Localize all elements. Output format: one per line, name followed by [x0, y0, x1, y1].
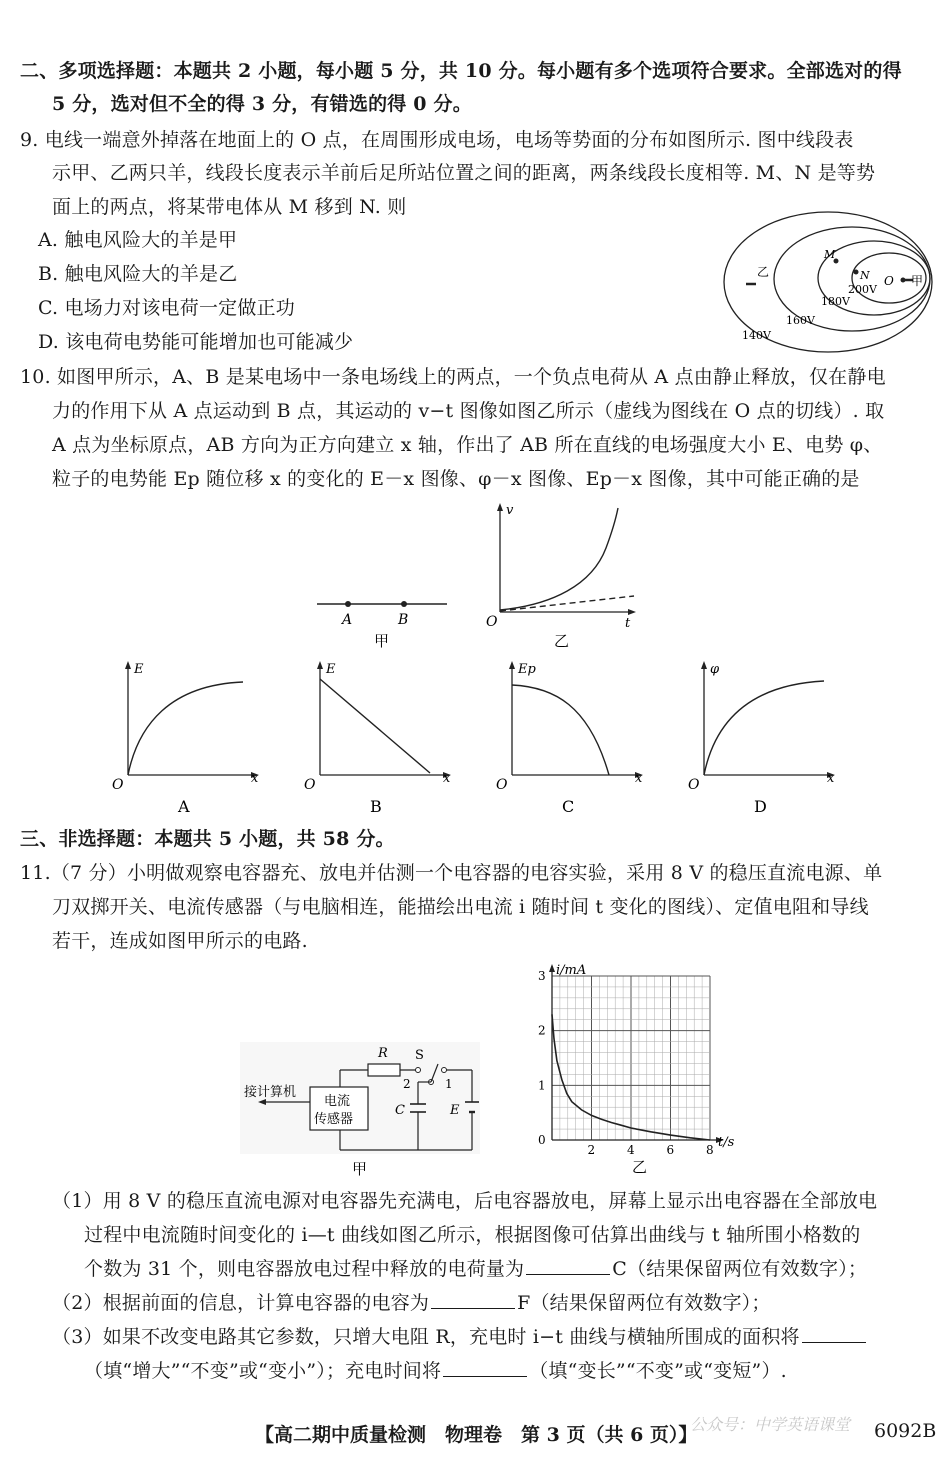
label-n: N	[860, 269, 870, 282]
q11-it-chart	[524, 964, 764, 1179]
caption-b: B	[370, 797, 382, 816]
q11-sub2	[52, 1288, 771, 1318]
computer-label: 接计算机	[244, 1085, 297, 1100]
answer-blank-charge[interactable]	[526, 1254, 610, 1275]
vt-curve	[500, 508, 618, 610]
y-tick-label: 1	[538, 1078, 546, 1093]
curve-c	[512, 685, 609, 775]
curve-a	[128, 682, 243, 775]
caption-jia: 甲	[374, 632, 390, 650]
q11-sub1-line1: （1）用 8 V 的稳压直流电源对电容器先充满电，后电容器放电，屏幕上显示出电容器在全部放电	[52, 1190, 878, 1212]
q9-line1: 9. 电线一端意外掉落在地面上的 O 点，在周围形成电场，电场等势面的分布如图所示. 图中线段表	[20, 129, 854, 151]
q10-line2: 力的作用下从 A 点运动到 B 点，其运动的 v−t 图像如图乙所示（虚线为图线在 O 点的切线）. 取	[52, 400, 885, 422]
q9-option-a: A. 触电风险大的羊是甲	[38, 229, 238, 251]
label-r: R	[378, 1046, 388, 1061]
q11-sub2-suffix: F（结果保留两位有效数字）；	[517, 1292, 771, 1314]
q10-line4: 粒子的电势能 Ep 随位移 x 的变化的 E－x 图像、φ－x 图像、Ep－x 图像，其中可能正确的是	[52, 468, 860, 490]
point-n	[854, 270, 859, 275]
resistor-r	[368, 1064, 400, 1076]
x-tick-label: 6	[666, 1143, 675, 1157]
origin-b: O	[304, 777, 316, 793]
chart-ylabel: i/mA	[556, 964, 587, 978]
graph-option-d	[686, 655, 846, 820]
chart-caption-yi: 乙	[632, 1158, 648, 1176]
q11-sub1-line2: 过程中电流随时间变化的 i—t 曲线如图乙所示，根据图像可估算出曲线与 t 轴所围小格数的	[84, 1224, 861, 1246]
q9-equipotential-figure	[722, 208, 937, 358]
origin-d: O	[688, 777, 700, 793]
label-160v: 160V	[786, 314, 815, 327]
label-s: S	[415, 1048, 424, 1063]
xlabel-a: x	[251, 771, 259, 786]
x-tick-label: 8	[706, 1143, 714, 1157]
chart-grid	[552, 976, 710, 1140]
xlabel-b: x	[443, 771, 451, 786]
label-b: B	[398, 612, 409, 628]
caption-circuit-jia: 甲	[352, 1160, 368, 1178]
y-axis-arrow	[549, 964, 555, 972]
sensor-label-1: 电流	[324, 1094, 351, 1109]
label-140v: 140V	[742, 329, 771, 342]
watermark: 公众号：中学英语课堂	[690, 1415, 851, 1434]
xlabel-d: x	[827, 771, 835, 786]
q11-line1: 11.（7 分）小明做观察电容器充、放电并估测一个电容器的电容实验，采用 8 V 的稳压直流电源、单	[20, 862, 883, 884]
q11-sub2-text: （2）根据前面的信息，计算电容器的电容为	[52, 1292, 430, 1314]
curve-b	[320, 679, 430, 773]
switch-contact-2	[416, 1068, 421, 1073]
tangent-dashed	[500, 596, 634, 611]
ylabel-c: Ep	[518, 662, 536, 677]
label-m: M	[824, 248, 836, 261]
graph-option-a	[110, 655, 270, 820]
answer-blank-area[interactable]	[802, 1322, 866, 1343]
y-tick-label: 2	[538, 1023, 546, 1038]
caption-yi: 乙	[554, 632, 570, 650]
label-v: v	[506, 503, 514, 518]
section2-title: 二、多项选择题：本题共 2 小题，每小题 5 分，共 10 分。每小题有多个选项符合要求。全部选对的得	[20, 60, 902, 82]
point-o	[901, 278, 906, 283]
section2-title-cont: 5 分，选对但不全的得 3 分，有错选的得 0 分。	[52, 93, 472, 115]
q9-option-c: C. 电场力对该电荷一定做正功	[38, 297, 295, 319]
q11-sub3-suffix: （填“变长”“不变”或“变短”）.	[529, 1360, 787, 1382]
q10-line1: 10. 如图甲所示，A、B 是某电场中一条电场线上的两点，一个负点电荷从 A 点由静止释放，仅在静电	[20, 366, 886, 388]
xlabel-c: x	[635, 771, 643, 786]
paper-code: 6092B	[874, 1420, 937, 1442]
q11-sub1-suffix: C（结果保留两位有效数字）；	[612, 1258, 868, 1280]
q11-line2: 刀双掷开关、电流传感器（与电脑相连，能描绘出电流 i 随时间 t 变化的图线）、定值电阻和导线	[52, 896, 869, 918]
label-t: t	[625, 616, 631, 631]
q11-sub3-text2: （填“增大”“不变”或“变小”）；充电时间将	[84, 1360, 442, 1382]
label-jia: 甲	[911, 274, 924, 288]
chart-xlabel: t/s	[718, 1135, 735, 1150]
curve-d	[704, 681, 824, 775]
q11-sub3-line2	[84, 1356, 787, 1386]
caption-a: A	[178, 797, 190, 816]
q9-option-d: D. 该电荷电势能可能增加也可能减少	[38, 331, 354, 353]
x-tick-label: 4	[627, 1143, 635, 1157]
switch-contact-1	[442, 1068, 447, 1073]
point-b	[401, 601, 407, 607]
caption-c: C	[562, 797, 575, 816]
q9-line3: 面上的两点，将某带电体从 M 移到 N. 则	[52, 196, 407, 218]
answer-blank-capacitance[interactable]	[431, 1288, 515, 1309]
q9-option-b: B. 触电风险大的羊是乙	[38, 263, 238, 285]
q11-sub1-text: 个数为 31 个，则电容器放电过程中释放的电荷量为	[84, 1258, 525, 1280]
point-a	[345, 601, 351, 607]
label-o: O	[884, 274, 894, 288]
q10-line3: A 点为坐标原点，AB 方向为正方向建立 x 轴，作出了 AB 所在直线的电场强度大小 E、电势 φ、	[52, 434, 883, 456]
ylabel-d: φ	[710, 662, 720, 677]
label-e: E	[450, 1103, 460, 1118]
answer-blank-charge-time[interactable]	[443, 1356, 527, 1377]
label-o: O	[486, 614, 498, 630]
q9-line2: 示甲、乙两只羊，线段长度表示羊前后足所站位置之间的距离，两条线段长度相等. M、N 是等势	[52, 162, 876, 184]
label-yi: 乙	[757, 265, 770, 279]
label-switch-1: 1	[445, 1077, 453, 1091]
caption-d: D	[754, 797, 767, 816]
q11-sub3-text: （3）如果不改变电路其它参数，只增大电阻 R，充电时 i−t 曲线与横轴所围成的面积将	[52, 1326, 800, 1348]
ylabel-b: E	[326, 662, 336, 677]
page-footer: 【高二期中质量检测 物理卷 第 3 页（共 6 页）】	[255, 1424, 698, 1446]
x-tick-label: 2	[587, 1143, 596, 1157]
graph-option-b	[302, 655, 462, 820]
sensor-label-2: 传感器	[314, 1112, 354, 1127]
q11-sub3-line1	[52, 1322, 868, 1352]
q11-circuit-figure	[240, 1042, 485, 1180]
q10-fig-yi	[482, 500, 642, 652]
chart-axes	[549, 964, 724, 1143]
label-180v: 180V	[821, 295, 850, 308]
section3-title: 三、非选择题：本题共 5 小题，共 58 分。	[20, 828, 395, 850]
y-tick-label: 3	[538, 969, 546, 983]
label-c: C	[395, 1103, 405, 1118]
q11-line3: 若干，连成如图甲所示的电路.	[52, 930, 308, 952]
chart-tick-labels	[538, 969, 714, 1157]
y-tick-label: 0	[538, 1133, 546, 1147]
q11-sub1-line3	[84, 1254, 867, 1284]
q10-fig-jia	[312, 590, 452, 652]
ylabel-a: E	[134, 662, 144, 677]
label-switch-2: 2	[403, 1077, 411, 1091]
label-a: A	[342, 612, 353, 628]
label-200v: 200V	[848, 283, 877, 296]
origin-a: O	[112, 777, 124, 793]
origin-c: O	[496, 777, 508, 793]
graph-option-c	[494, 655, 654, 820]
